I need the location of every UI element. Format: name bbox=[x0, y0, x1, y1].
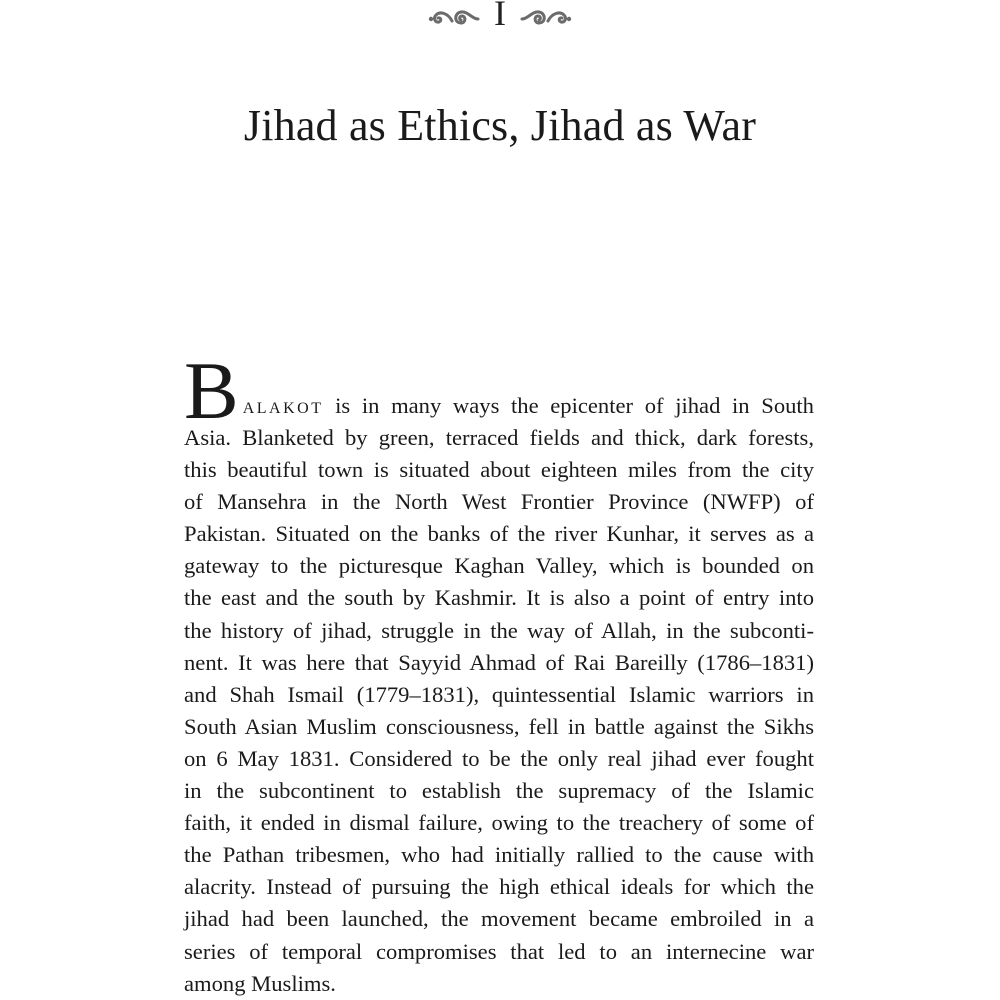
paragraph-line: Pakistan. Situated on the banks of the river Kunhar, it serves as a bbox=[184, 521, 814, 547]
paragraph-line: Asia. Blanketed by green, terraced fields and thick, dark forests, bbox=[184, 425, 814, 450]
paragraph-line: the Pathan tribesmen, who had initially rallied to the cause with bbox=[184, 842, 814, 868]
paragraph-line: South Asian Muslim consciousness, fell in battle against the Sikhs bbox=[184, 713, 814, 739]
drop-cap: B bbox=[184, 345, 239, 436]
paragraph-line: the history of jihad, struggle in the way of Allah, in the subconti- bbox=[184, 617, 814, 643]
right-swirl-icon bbox=[520, 5, 572, 29]
chapter-header bbox=[0, 0, 1000, 34]
paragraph-line: in the subcontinent to establish the supremacy of the Islamic bbox=[184, 778, 814, 804]
paragraph-line: of Mansehra in the North West Frontier Province (NWFP) of bbox=[184, 489, 814, 515]
lead-small-caps: alakot bbox=[242, 393, 324, 418]
body-paragraph bbox=[184, 345, 814, 1000]
paragraph-line: faith, it ended in dismal failure, owing to the treachery of some of bbox=[184, 810, 814, 836]
paragraph-line: the east and the south by Kashmir. It is also a point of entry into bbox=[184, 585, 814, 611]
paragraph-line: and Shah Ismail (1779–1831), quintessential Islamic warriors in bbox=[184, 681, 814, 707]
chapter-number: I bbox=[494, 0, 506, 33]
paragraph-line: jihad had been launched, the movement became embroiled in a bbox=[184, 906, 814, 932]
paragraph-line: gateway to the picturesque Kaghan Valley, which is bounded on bbox=[184, 553, 814, 579]
paragraph-line: nent. It was here that Sayyid Ahmad of Rai Bareilly (1786–1831) bbox=[184, 649, 814, 675]
paragraph-line: among Muslims. bbox=[184, 970, 336, 996]
first-line bbox=[184, 345, 814, 436]
paragraph-lines bbox=[184, 422, 814, 1000]
paragraph-line: this beautiful town is situated about eighteen miles from the city bbox=[184, 457, 814, 483]
paragraph-line: on 6 May 1831. Considered to be the only real jihad ever fought bbox=[184, 745, 814, 771]
first-line-rest: is in many ways the epicenter of jihad in South bbox=[335, 393, 814, 418]
first-line-text bbox=[243, 390, 814, 422]
chapter-title: Jihad as Ethics, Jihad as War bbox=[243, 101, 757, 150]
left-swirl-icon bbox=[428, 5, 480, 29]
paragraph-line: series of temporal compromises that led to an internecine war bbox=[184, 938, 814, 964]
paragraph-line: alacrity. Instead of pursuing the high ethical ideals for which the bbox=[184, 874, 814, 900]
